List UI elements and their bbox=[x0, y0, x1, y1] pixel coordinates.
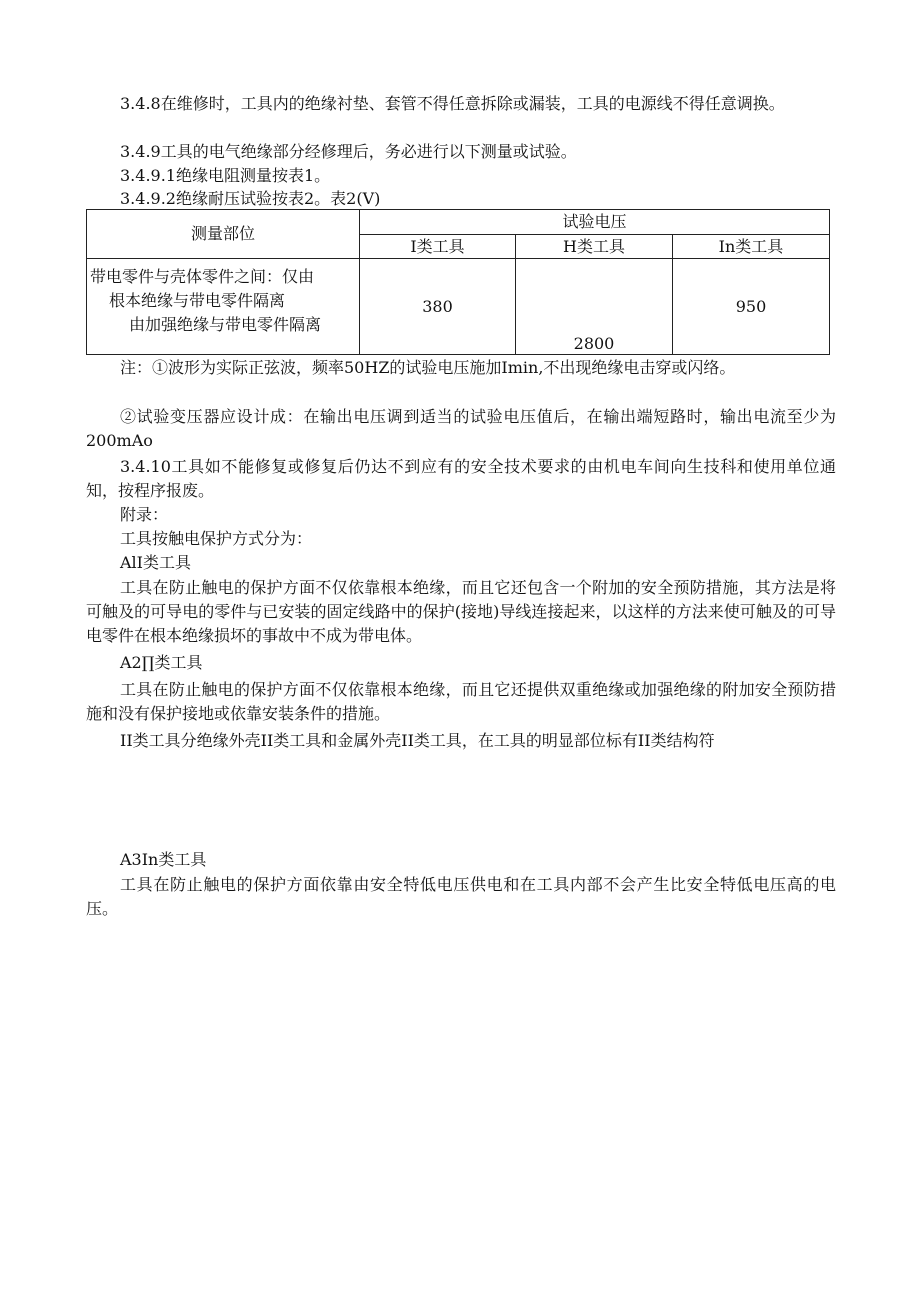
a2-title: A2∏类工具 bbox=[120, 653, 203, 672]
header-class-2: H类工具 bbox=[516, 235, 673, 259]
value-class-1: 380 bbox=[360, 259, 516, 355]
paragraph-3-4-10: 3.4.10工具如不能修复或修复后仍达不到应有的安全技术要求的由机电车间向生技科和使用单位通知，按程序报废。 bbox=[86, 457, 836, 500]
note-1: 注：①波形为实际正弦波，频率50HZ的试验电压施加Imin,不出现绝缘电击穿或闪络。 bbox=[120, 358, 736, 377]
value-class-3: 950 bbox=[673, 259, 830, 355]
row-desc-line-3: 由加强绝缘与带电零件隔离 bbox=[129, 315, 322, 334]
a2-text: 工具在防止触电的保护方面不仅依靠根本绝缘，而且它还提供双重绝缘或加强绝缘的附加安全预防措施和没有保护接地或依靠安装条件的措施。 bbox=[86, 680, 836, 723]
classification-intro: 工具按触电保护方式分为： bbox=[120, 529, 313, 548]
value-class-2: 2800 bbox=[516, 259, 673, 355]
voltage-test-table bbox=[86, 209, 830, 355]
row-desc-line-1: 带电零件与壳体零件之间：仅由 bbox=[90, 267, 315, 286]
paragraph-3-4-9-2: 3.4.9.2绝缘耐压试验按表2。表2(V) bbox=[120, 189, 381, 208]
header-class-1: I类工具 bbox=[360, 235, 516, 259]
row-desc-line-2: 根本绝缘与带电零件隔离 bbox=[109, 291, 286, 310]
a3-title: A3In类工具 bbox=[120, 850, 207, 869]
a2-note: II类工具分绝缘外壳II类工具和金属外壳II类工具，在工具的明显部位标有II类结构符 bbox=[120, 731, 715, 750]
note-2: ②试验变压器应设计成：在输出电压调到适当的试验电压值后，在输出端短路时，输出电流至少为200mAo bbox=[86, 407, 836, 450]
appendix-heading: 附录： bbox=[120, 505, 169, 524]
header-measurement-part: 测量部位 bbox=[87, 210, 360, 259]
a1-title: AlI类工具 bbox=[120, 553, 191, 572]
header-class-3: In类工具 bbox=[673, 235, 830, 259]
header-test-voltage: 试验电压 bbox=[360, 210, 830, 235]
paragraph-3-4-8: 3.4.8在维修时，工具内的绝缘衬垫、套管不得任意拆除或漏装，工具的电源线不得任意调换。 bbox=[120, 94, 785, 113]
paragraph-3-4-9: 3.4.9工具的电气绝缘部分经修理后，务必进行以下测量或试验。 bbox=[120, 142, 577, 161]
row-description bbox=[87, 259, 360, 355]
a1-text: 工具在防止触电的保护方面不仅依靠根本绝缘，而且它还包含一个附加的安全预防措施，其方法是将可触及的可导电的零件与已安装的固定线路中的保护(接地)导线连接起来，以这样的方法来使可触及的可导电零件在根本绝缘损坏的事故中不成为带电体。 bbox=[86, 578, 836, 645]
a3-text: 工具在防止触电的保护方面依靠由安全特低电压供电和在工具内部不会产生比安全特低电压高的电压。 bbox=[86, 875, 836, 918]
paragraph-3-4-9-1: 3.4.9.1绝缘电阻测量按表1。 bbox=[120, 166, 331, 185]
